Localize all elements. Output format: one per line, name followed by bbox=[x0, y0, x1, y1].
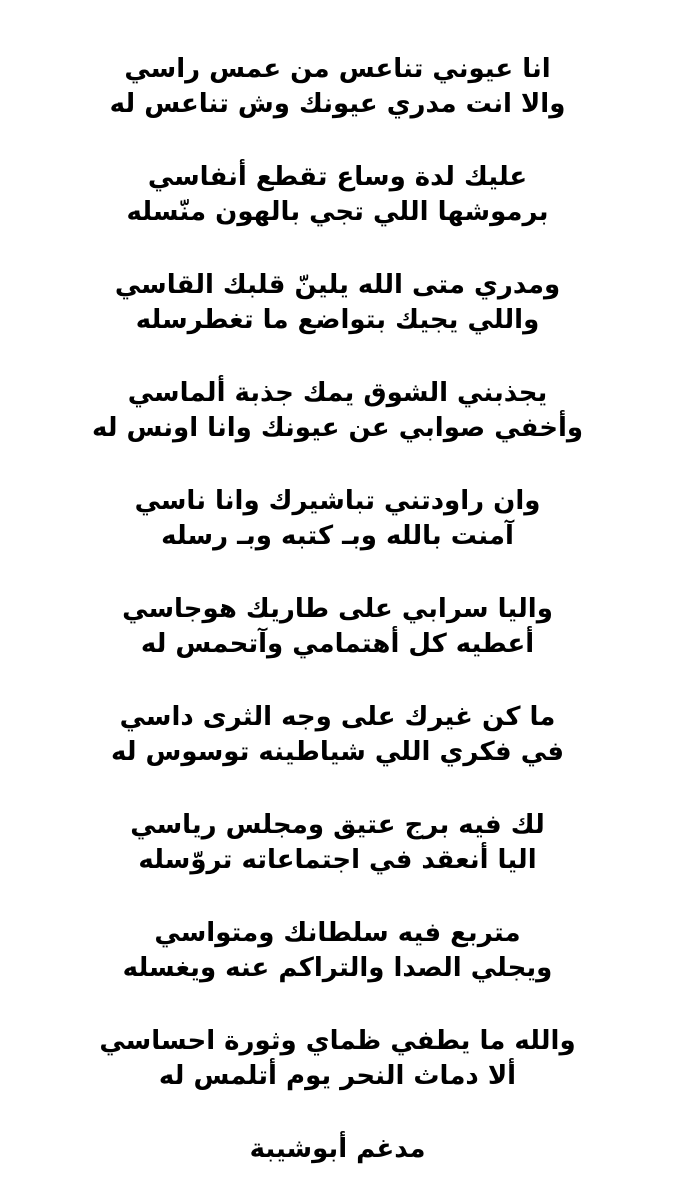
verse-line: ويجلي الصدا والتراكم عنه ويغسله bbox=[122, 953, 553, 983]
poem-author: مدغم أبوشيبة bbox=[249, 1134, 426, 1164]
verse-line: عليك لدة وساع تقطع أنفاسي bbox=[147, 162, 528, 192]
verse-line: وأخفي صوابي عن عيونك وانا اونس له bbox=[91, 413, 584, 443]
verse-line: برموشها اللي تجي بالهون منّسله bbox=[126, 197, 549, 227]
verse-line: وان راودتني تباشيرك وانا ناسي bbox=[134, 486, 541, 516]
stanza-6 bbox=[0, 592, 675, 662]
verse-line: والا انت مدري عيونك وش تناعس له bbox=[109, 89, 566, 119]
verse-line: في فكري اللي شياطينه توسوس له bbox=[110, 737, 565, 767]
verse-line: لك فيه برج عتيق ومجلس رياسي bbox=[130, 810, 545, 840]
stanza-4 bbox=[0, 376, 675, 446]
verse-line: متربع فيه سلطانك ومتواسي bbox=[154, 918, 521, 948]
stanza-7 bbox=[0, 700, 675, 770]
verse-line: ما كن غيرك على وجه الثرى داسي bbox=[119, 702, 556, 732]
stanza-8 bbox=[0, 808, 675, 878]
verse-line: انا عيوني تناعس من عمس راسي bbox=[124, 54, 551, 84]
verse-line: واليا سرابي على طاريك هوجاسي bbox=[122, 594, 553, 624]
verse-line: أعطيه كل أهتمامي وآتحمس له bbox=[140, 629, 535, 659]
verse-line: واللي يجيك بتواضع ما تغطرسله bbox=[135, 305, 540, 335]
stanza-2 bbox=[0, 160, 675, 230]
stanza-9 bbox=[0, 916, 675, 986]
stanza-3 bbox=[0, 268, 675, 338]
stanza-5 bbox=[0, 484, 675, 554]
poem-body bbox=[0, 52, 675, 1167]
stanza-1 bbox=[0, 52, 675, 122]
verse-line: ومدري متى الله يلينّ قلبك القاسي bbox=[114, 270, 561, 300]
verse-line: ألا دماث النحر يوم أتلمس له bbox=[158, 1061, 517, 1091]
verse-line: يجذبني الشوق يمك جذبة ألماسي bbox=[127, 378, 548, 408]
verse-line: اليا أنعقد في اجتماعاته تروّسله bbox=[138, 845, 537, 875]
verse-line: والله ما يطفي ظماي وثورة احساسي bbox=[99, 1026, 576, 1056]
verse-line: آمنت بالله وبـ كتبه وبـ رسله bbox=[161, 521, 514, 551]
stanza-10 bbox=[0, 1024, 675, 1094]
